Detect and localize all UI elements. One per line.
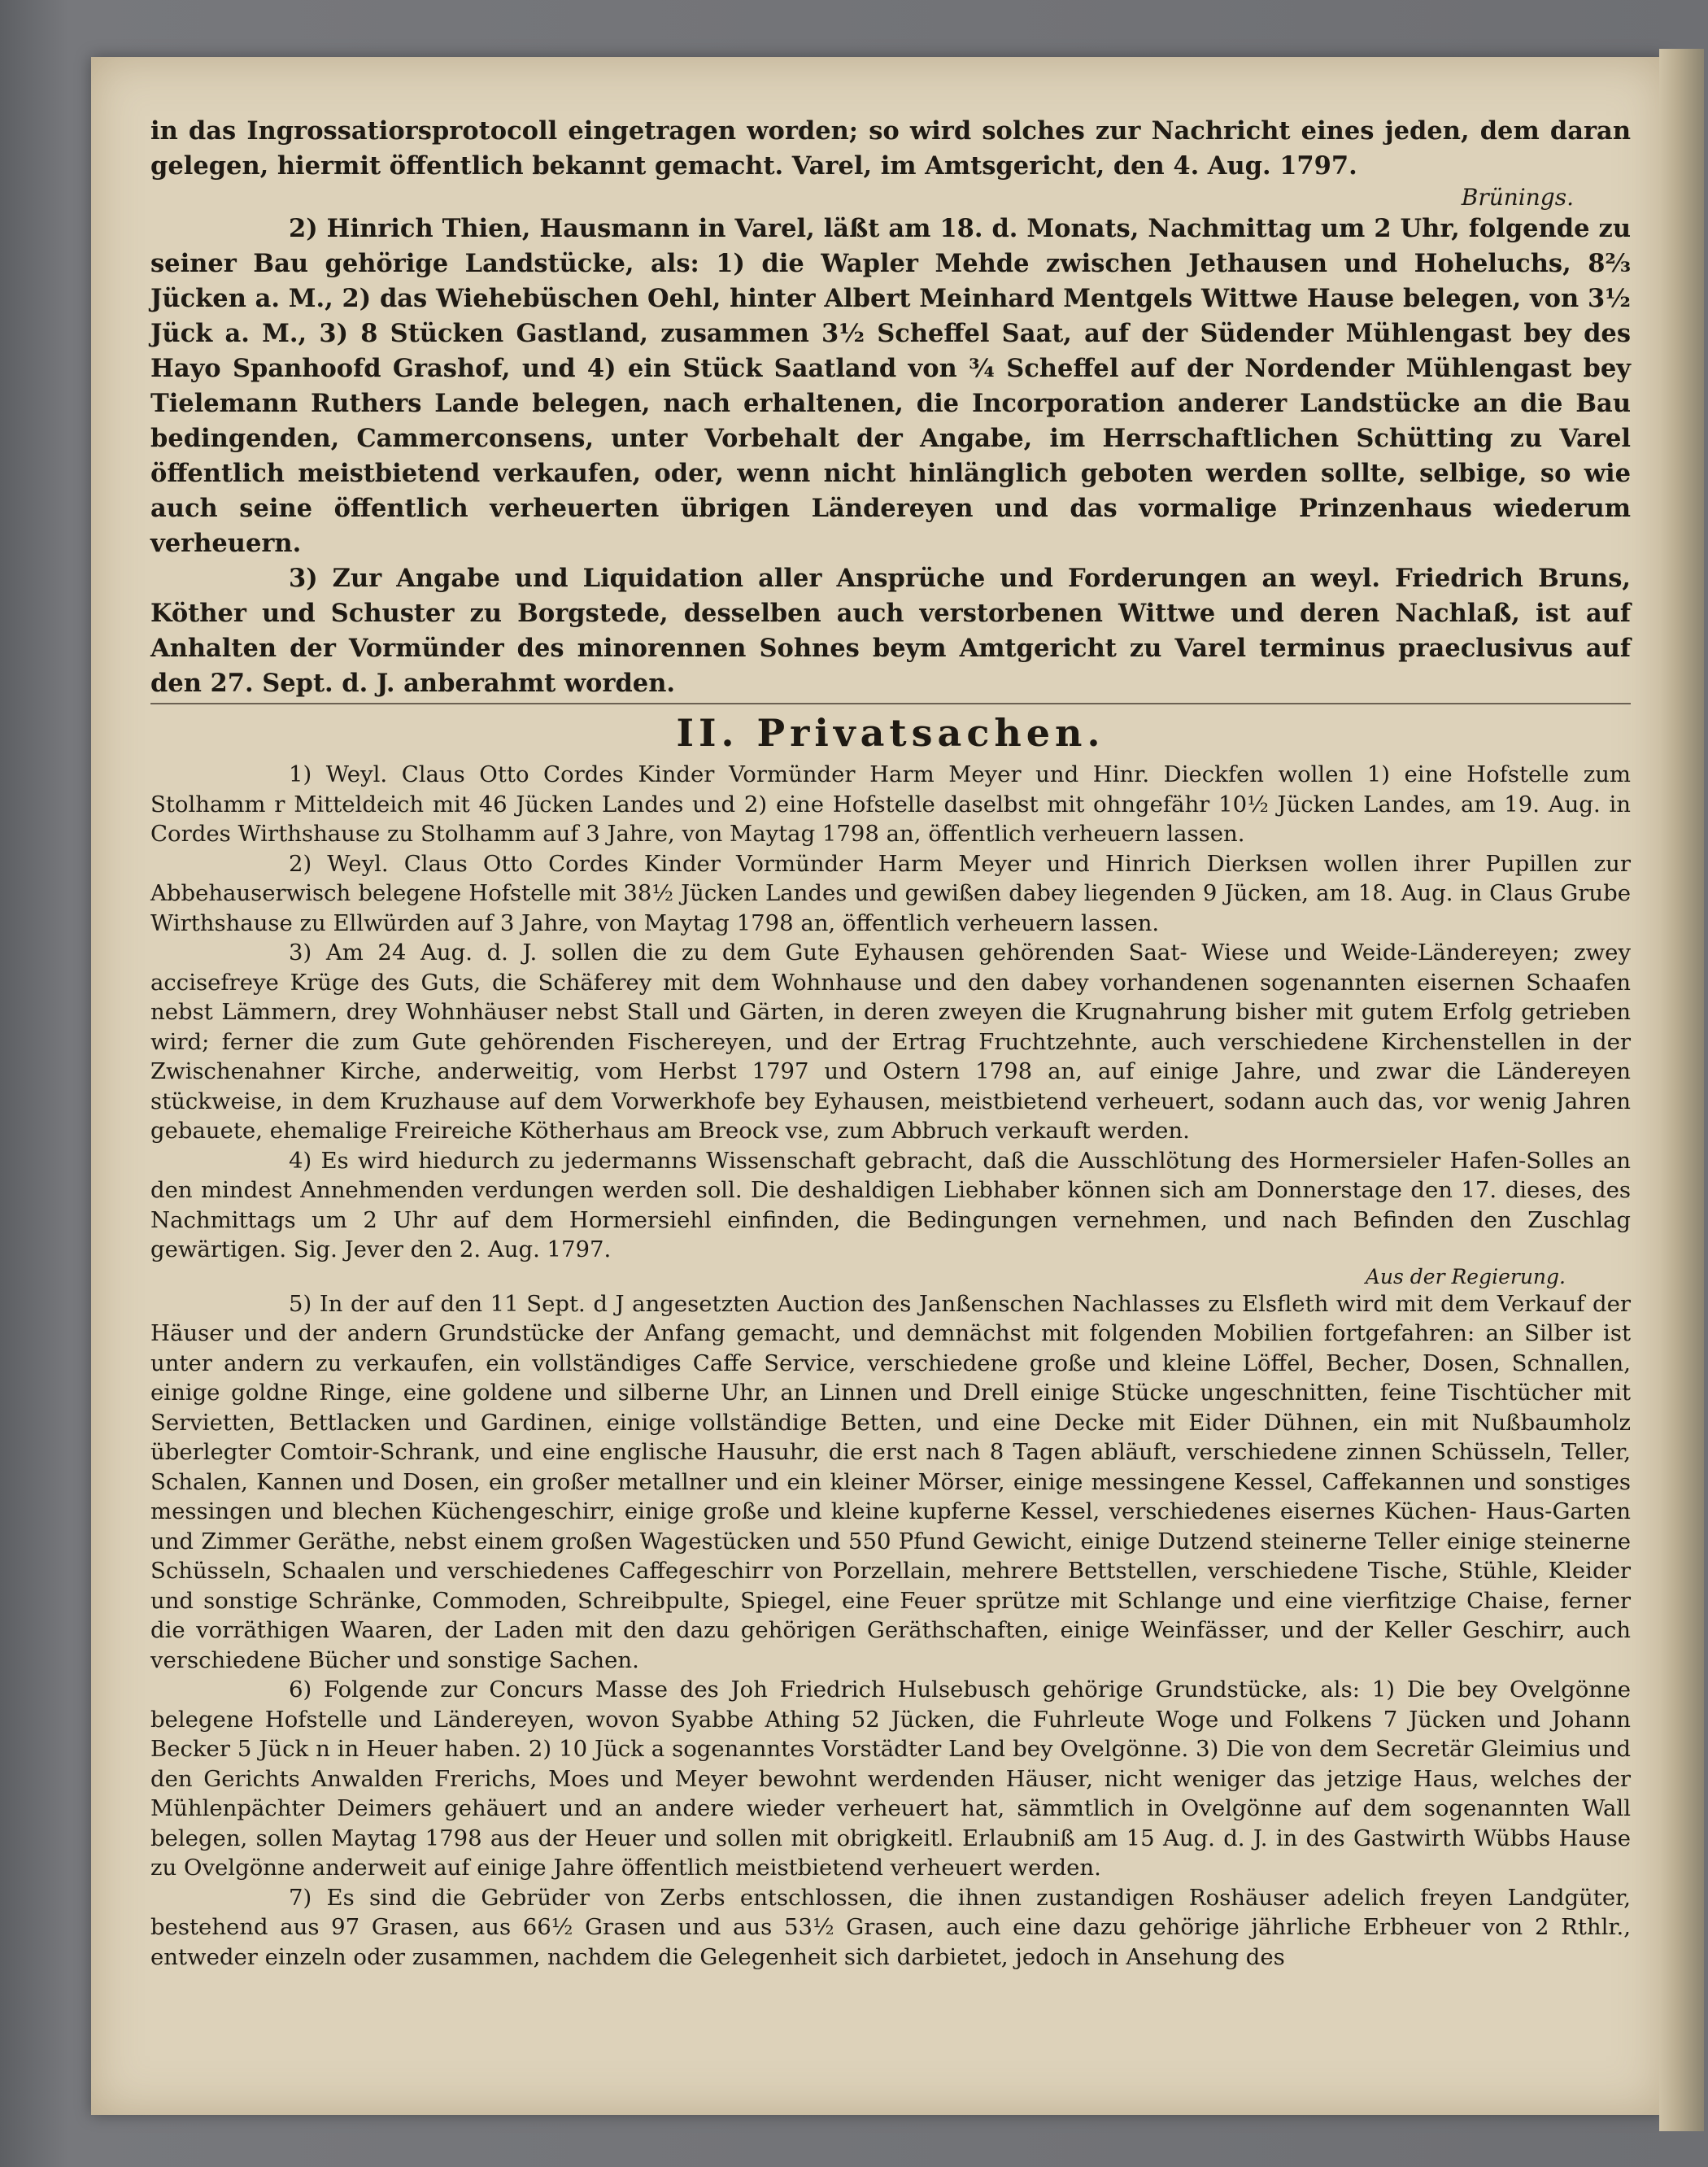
signature-brunings: Brünings.: [1461, 184, 1574, 211]
private-item-6: 6) Folgende zur Concurs Masse des Joh Friedrich Hulsebusch gehörige Grundstücke, als: 1) Die bey Ovelgönne belegene Hofstelle und Ländereyen, wovon Syabbe Athing 52 Jücken, die Fuhrleute Woge und Folkens 7 Jücken und Johann Becker 5 Jück n in Heuer haben. 2) 10 Jück a sogenanntes Vorstädter Land bey Ovelgönne. 3) Die von dem Secretär Gleimius und den Gerichts Anwalden Frerichs, Moes und Meyer bewohnt werdenden Häuser, nicht weniger das jetzige Haus, welches der Mühlenpächter Deimers gehäuert und an andere wieder verheuert hat, sämmtlich in Ovelgönne auf dem sogenannten Wall belegen, sollen Maytag 1798 aus der Heuer und sollen mit obrigkeitl. Erlaubniß am 15 Aug. d. J. in des Gastwirth Wübbs Hause zu Ovelgönne anderweit auf einige Jahre öffentlich meistbietend verheuert werden.: [150, 1676, 1631, 1881]
private-item-1: 1) Weyl. Claus Otto Cordes Kinder Vormünder Harm Meyer und Hinr. Dieckfen wollen 1) eine Hofstelle zum Stolhamm r Mitteldeich mit 46 Jücken Landes und 2) eine Hofstelle daselbst mit ohngefähr 10½ Jücken Landes, am 19. Aug. in Cordes Wirthshause zu Stolhamm auf 3 Jahre, von Maytag 1798 an, öffentlich verheuern lassen.: [150, 761, 1631, 847]
private-item-5: 5) In der auf den 11 Sept. d J angesetzten Auction des Janßenschen Nachlasses zu Elsfleth wird mit dem Verkauf der Häuser und der andern Grundstücke der Anfang gemacht, und demnächst mit folgenden Mobilien fortgefahren: an Silber ist unter andern zu verkaufen, ein vollständiges Caffe Service, verschiedene große und kleine Löffel, Becher, Dosen, Schnallen, einige goldne Ringe, eine goldene und silberne Uhr, an Linnen und Drell einige Stücke ungeschnitten, feine Tischtücher mit Servietten, Bettlacken und Gardinen, einige vollständige Betten, und eine Decke mit Eider Dühnen, ein mit Nußbaumholz überlegter Comtoir-Schrank, und eine englische Hausuhr, die erst nach 8 Tagen abläuft, verschiedene zinnen Schüsseln, Teller, Schalen, Kannen und Dosen, ein großer metallner und ein kleiner Mörser, einige messingene Kessel, Caffekannen und sonstiges messingen und blechen Küchengeschirr, einige große und kleine kupferne Kessel, verschiedenes eisernes Küchen- Haus-Garten und Zimmer Geräthe, nebst einem großen Wagestücken und 550 Pfund Gewicht, einige Dutzend steinerne Teller einige steinerne Schüsseln, Schaalen und verschiedenes Caffegeschirr von Porzellain, mehrere Bettstellen, verschiedene Tische, Stühle, Kleider und sonstige Schränke, Commoden, Schreibpulte, Spiegel, eine Feuer sprütze mit Schlange und eine vierfitzige Chaise, ferner die vorräthigen Waaren, der Laden mit den dazu gehörigen Geräthschaften, einige Weinfässer, und der Keller Geschirr, auch verschiedene Bücher und sonstige Sachen.: [150, 1290, 1631, 1673]
notice-item-3: 3) Zur Angabe und Liquidation aller Ansprüche und Forderungen an weyl. Friedrich Bruns, Köther und Schuster zu Borgstede, desselben auch verstorbenen Wittwe und deren Nachlaß, ist auf Anhalten der Vormünder des minorennen Sohnes beym Amtgericht zu Varel terminus praeclusivus auf den 27. Sept. d. J. anberahmt worden.: [150, 564, 1631, 698]
private-item-2: 2) Weyl. Claus Otto Cordes Kinder Vormünder Harm Meyer und Hinrich Dierksen wollen ihrer Pupillen zur Abbehauserwisch belegene Hofstelle mit 38½ Jücken Landes und gewißen dabey liegenden 9 Jücken, am 18. Aug. in Claus Grube Wirthshause zu Ellwürden auf 3 Jahre, von Maytag 1798 an, öffentlich verheuern lassen.: [150, 850, 1631, 936]
signature-regierung: Aus der Regierung.: [1365, 1264, 1566, 1288]
notice-item-2: 2) Hinrich Thien, Hausmann in Varel, läßt am 18. d. Monats, Nachmittag um 2 Uhr, folgende zu seiner Bau gehörige Landstücke, als: 1) die Wapler Mehde zwischen Jethausen und Hoheluchs, 8⅔ Jücken a. M., 2) das Wiehebüschen Oehl, hinter Albert Meinhard Mentgels Wittwe Hause belegen, von 3½ Jück a. M., 3) 8 Stücken Gastland, zusammen 3½ Scheffel Saat, auf der Südender Mühlengast bey des Hayo Spanhoofd Grashof, und 4) ein Stück Saatland von ¾ Scheffel auf der Nordender Mühlengast bey Tielemann Ruthers Lande belegen, nach erhaltenen, die Incorporation anderer Landstücke an die Bau bedingenden, Cammerconsens, unter Vorbehalt der Angabe, im Herrschaftlichen Schütting zu Varel öffentlich meistbietend verkaufen, oder, wenn nicht hinlänglich geboten werden sollte, selbige, so wie auch seine öffentlich verheuerten übrigen Ländereyen und das vormalige Prinzenhaus wiederum verheuern.: [150, 214, 1631, 558]
opening-paragraph: in das Ingrossatiorsprotocoll eingetragen worden; so wird solches zur Nachricht eines jeden, dem daran gelegen, hiermit öffentlich bekannt gemacht. Varel, im Amtsgericht, den 4. Aug. 1797.: [150, 116, 1631, 181]
private-item-7: 7) Es sind die Gebrüder von Zerbs entschlossen, die ihnen zustandigen Roshäuser adelich freyen Landgüter, bestehend aus 97 Grasen, aus 66½ Grasen und aus 53½ Grasen, auch eine dazu gehörige jährliche Erbheuer von 2 Rthlr., entweder einzeln oder zusammen, nachdem die Gelegenheit sich darbietet, jedoch in Ansehung des: [150, 1884, 1631, 1970]
section-rule: [150, 703, 1631, 704]
page-edge: [1659, 49, 1704, 2131]
document-text: [150, 114, 1631, 1972]
section-heading: II. Privatsachen.: [676, 711, 1105, 755]
private-item-3: 3) Am 24 Aug. d. J. sollen die zu dem Gute Eyhausen gehörenden Saat- Wiese und Weide-Ländereyen; zwey accisefreye Krüge des Guts, die Schäferey mit dem Wohnhause und den dabey vorhandenen sogenannten eisernen Schaafen nebst Lämmern, drey Wohnhäuser nebst Stall und Gärten, in deren zweyen die Krugnahrung bisher mit gutem Erfolg getrieben wird; ferner die zum Gute gehörenden Fischereyen, und der Ertrag Fruchtzehnte, auch verschiedene Kirchenstellen in der Zwischenahner Kirche, anderweitig, vom Herbst 1797 und Ostern 1798 an, auf einige Jahre, und zwar die Ländereyen stückweise, in dem Kruzhause auf dem Vorwerkhofe bey Eyhausen, meistbietend verheuert, sodann auch das, vor wenig Jahren gebauete, ehemalige Freireiche Kötherhaus am Breock vse, zum Abbruch verkauft werden.: [150, 940, 1631, 1144]
private-item-4: 4) Es wird hiedurch zu jedermanns Wissenschaft gebracht, daß die Ausschlötung des Hormersieler Hafen-Solles an den mindest Annehmenden verdungen werden soll. Die deshaldigen Liebhaber können sich am Donnerstage den 17. dieses, des Nachmittags um 2 Uhr auf dem Hormersiehl einfinden, die Bedingungen vernehmen, und nach Befinden den Zuschlag gewärtigen. Sig. Jever den 2. Aug. 1797.: [150, 1147, 1631, 1262]
